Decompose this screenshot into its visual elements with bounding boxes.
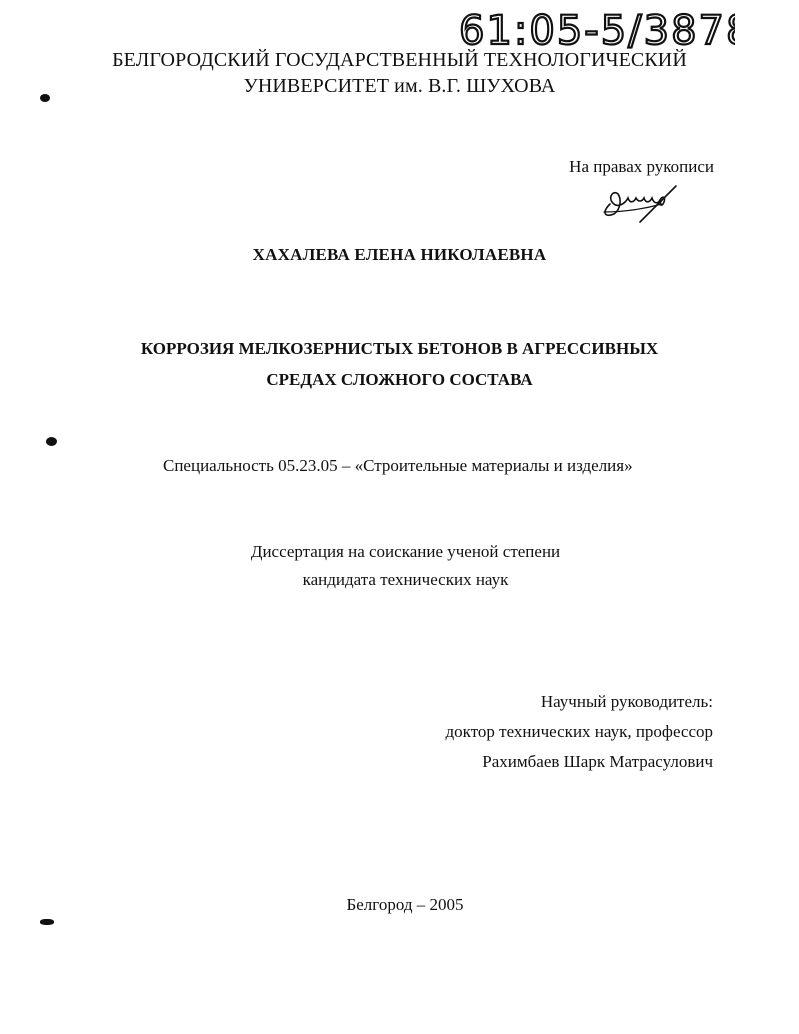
supervisor-name: Рахимбаев Шарк Матрасулович — [482, 752, 713, 771]
title-line-2: СРЕДАХ СЛОЖНОГО СОСТАВА — [266, 370, 533, 389]
author-name: ХАХАЛЕВА ЕЛЕНА НИКОЛАЕВНА — [252, 245, 547, 264]
binding-mark-top — [40, 94, 50, 102]
signature-icon — [600, 182, 682, 224]
city-year: Белгород – 2005 — [346, 895, 464, 914]
specialty: Специальность 05.23.05 – «Строительные материалы и изделия» — [163, 456, 633, 475]
handwritten-signature — [600, 182, 682, 224]
supervisor-credentials: доктор технических наук, профессор — [445, 722, 713, 741]
university-line-1: БЕЛГОРОДСКИЙ ГОСУДАРСТВЕННЫЙ ТЕХНОЛОГИЧЕСКИЙ — [112, 49, 687, 71]
archive-number-text: 61:05-5/3878 — [459, 8, 735, 54]
supervisor-block — [446, 687, 713, 777]
dissertation-title — [0, 333, 799, 395]
university-header — [0, 47, 799, 99]
university-line-2: УНИВЕРСИТЕТ им. В.Г. ШУХОВА — [243, 75, 556, 97]
degree-line-1: Диссертация на соискание ученой степени — [250, 542, 561, 561]
title-line-1: КОРРОЗИЯ МЕЛКОЗЕРНИСТЫХ БЕТОНОВ В АГРЕССИВНЫХ — [140, 339, 659, 358]
degree-statement — [0, 538, 799, 594]
binding-mark-middle — [46, 437, 57, 446]
manuscript-rights: На правах рукописи — [569, 157, 714, 176]
supervisor-label: Научный руководитель: — [540, 692, 713, 711]
degree-line-2: кандидата технических наук — [302, 570, 509, 589]
binding-mark-bottom — [40, 919, 54, 925]
